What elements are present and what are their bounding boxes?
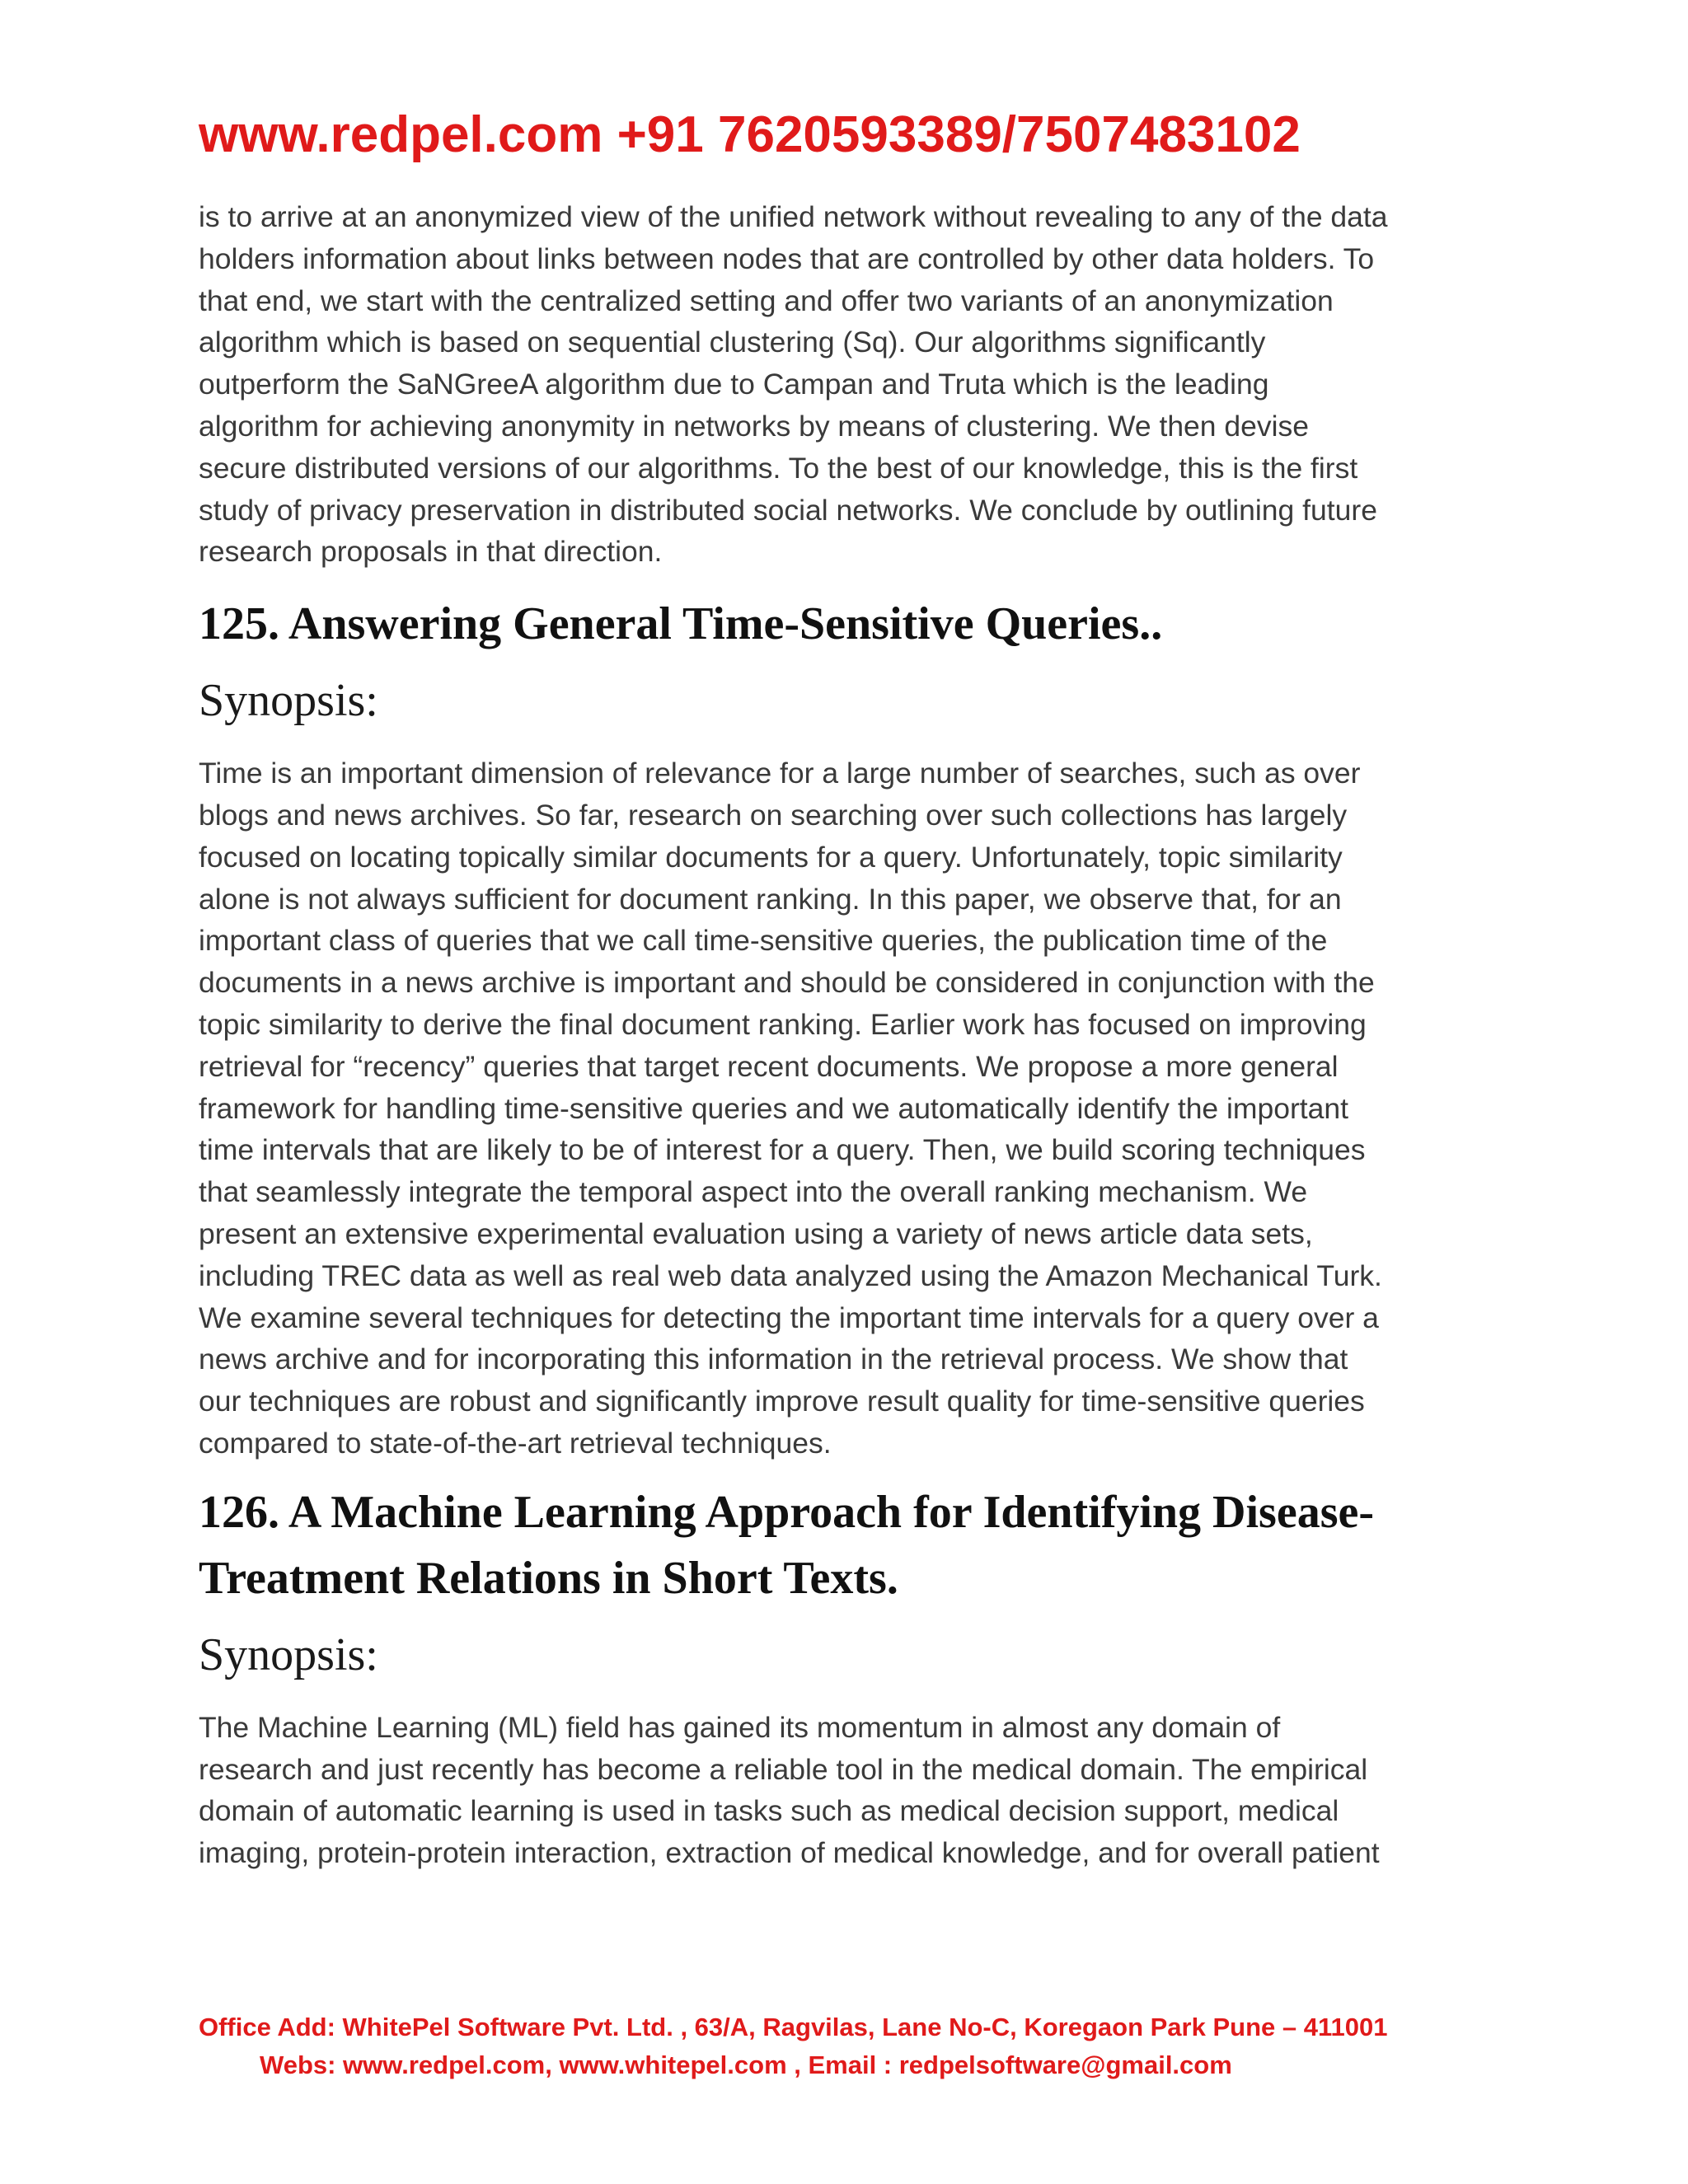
paragraph-line: The Machine Learning (ML) field has gained its momentum in almost any domain of bbox=[199, 1710, 1281, 1744]
paragraph-line: is to arrive at an anonymized view of the unified network without revealing to any of the data bbox=[199, 200, 1388, 233]
paragraph-line: domain of automatic learning is used in tasks such as medical decision support, medical bbox=[199, 1794, 1339, 1828]
paragraph-line: compared to state-of-the-art retrieval techniques. bbox=[199, 1426, 832, 1460]
synopsis-paragraph-126 bbox=[199, 1707, 1493, 1874]
synopsis-label-126: Synopsis: bbox=[199, 1629, 378, 1680]
heading-line: 125. Answering General Time-Sensitive Queries.. bbox=[199, 598, 1163, 650]
paragraph-line: topic similarity to derive the final document ranking. Earlier work has focused on improving bbox=[199, 1007, 1367, 1041]
footer-web-email: Webs: www.redpel.com, www.whitepel.com , Email : redpelsoftware@gmail.com bbox=[260, 2050, 1232, 2079]
paragraph-line: important class of queries that we call time-sensitive queries, the publication time of the bbox=[199, 924, 1328, 958]
footer-office-address: Office Add: WhitePel Software Pvt. Ltd. , 63/A, Ragvilas, Lane No-C, Koregaon Park Pune – 411001 bbox=[199, 2013, 1388, 2041]
heading-line: Treatment Relations in Short Texts. bbox=[199, 1552, 898, 1604]
paragraph-line: secure distributed versions of our algorithms. To the best of our knowledge, this is the first bbox=[199, 451, 1358, 485]
paragraph-line: framework for handling time-sensitive queries and we automatically identify the important bbox=[199, 1091, 1349, 1125]
paragraph-line: blogs and news archives. So far, research on searching over such collections has largely bbox=[199, 798, 1348, 832]
section-heading-126 bbox=[199, 1479, 1493, 1611]
paragraph-line: Time is an important dimension of relevance for a large number of searches, such as over bbox=[199, 757, 1361, 790]
paragraph-line: documents in a news archive is important and should be considered in conjunction with the bbox=[199, 966, 1375, 1000]
paragraph-line: that seamlessly integrate the temporal aspect into the overall ranking mechanism. We bbox=[199, 1175, 1308, 1209]
footer-address bbox=[199, 2008, 1387, 2084]
paragraph-line: research and just recently has become a reliable tool in the medical domain. The empirical bbox=[199, 1752, 1368, 1786]
section-heading-125 bbox=[199, 591, 1493, 657]
paragraph-line: alone is not always sufficient for document ranking. In this paper, we observe that, for an bbox=[199, 882, 1342, 916]
header-contact: www.redpel.com +91 7620593389/7507483102 bbox=[199, 106, 1301, 163]
page-content bbox=[199, 196, 1493, 1874]
paragraph-line: algorithm for achieving anonymity in networks by means of clustering. We then devise bbox=[199, 409, 1310, 443]
paragraph-line: holders information about links between nodes that are controlled by other data holders. To bbox=[199, 241, 1375, 275]
paragraph-line: our techniques are robust and significantly improve result quality for time-sensitive queries bbox=[199, 1385, 1365, 1418]
paragraph-line: time intervals that are likely to be of interest for a query. Then, we build scoring techniques bbox=[199, 1133, 1366, 1167]
paragraph-line: outperform the SaNGreeA algorithm due to Campan and Truta which is the leading bbox=[199, 368, 1269, 401]
paragraph-line: algorithm which is based on sequential clustering (Sq). Our algorithms significantly bbox=[199, 326, 1266, 359]
paragraph-line: retrieval for “recency” queries that target recent documents. We propose a more general bbox=[199, 1049, 1339, 1083]
synopsis-label-125: Synopsis: bbox=[199, 675, 378, 727]
paragraph-line: focused on locating topically similar documents for a query. Unfortunately, topic similarity bbox=[199, 840, 1343, 874]
paragraph-line: We examine several techniques for detecting the important time intervals for a query over a bbox=[199, 1301, 1379, 1334]
paragraph-line: news archive and for incorporating this information in the retrieval process. We show that bbox=[199, 1343, 1348, 1376]
paragraph-line: including TREC data as well as real web data analyzed using the Amazon Mechanical Turk. bbox=[199, 1258, 1382, 1292]
heading-line: 126. A Machine Learning Approach for Identifying Disease- bbox=[199, 1486, 1375, 1538]
paragraph-line: present an extensive experimental evaluation using a variety of news article data sets, bbox=[199, 1216, 1313, 1250]
intro-paragraph bbox=[199, 196, 1493, 573]
paragraph-line: study of privacy preservation in distributed social networks. We conclude by outlining future bbox=[199, 493, 1377, 527]
paragraph-line: research proposals in that direction. bbox=[199, 535, 663, 569]
paragraph-line: that end, we start with the centralized setting and offer two variants of an anonymization bbox=[199, 284, 1334, 317]
synopsis-paragraph-125 bbox=[199, 752, 1493, 1465]
paragraph-line: imaging, protein-protein interaction, extraction of medical knowledge, and for overall patient bbox=[199, 1836, 1380, 1870]
